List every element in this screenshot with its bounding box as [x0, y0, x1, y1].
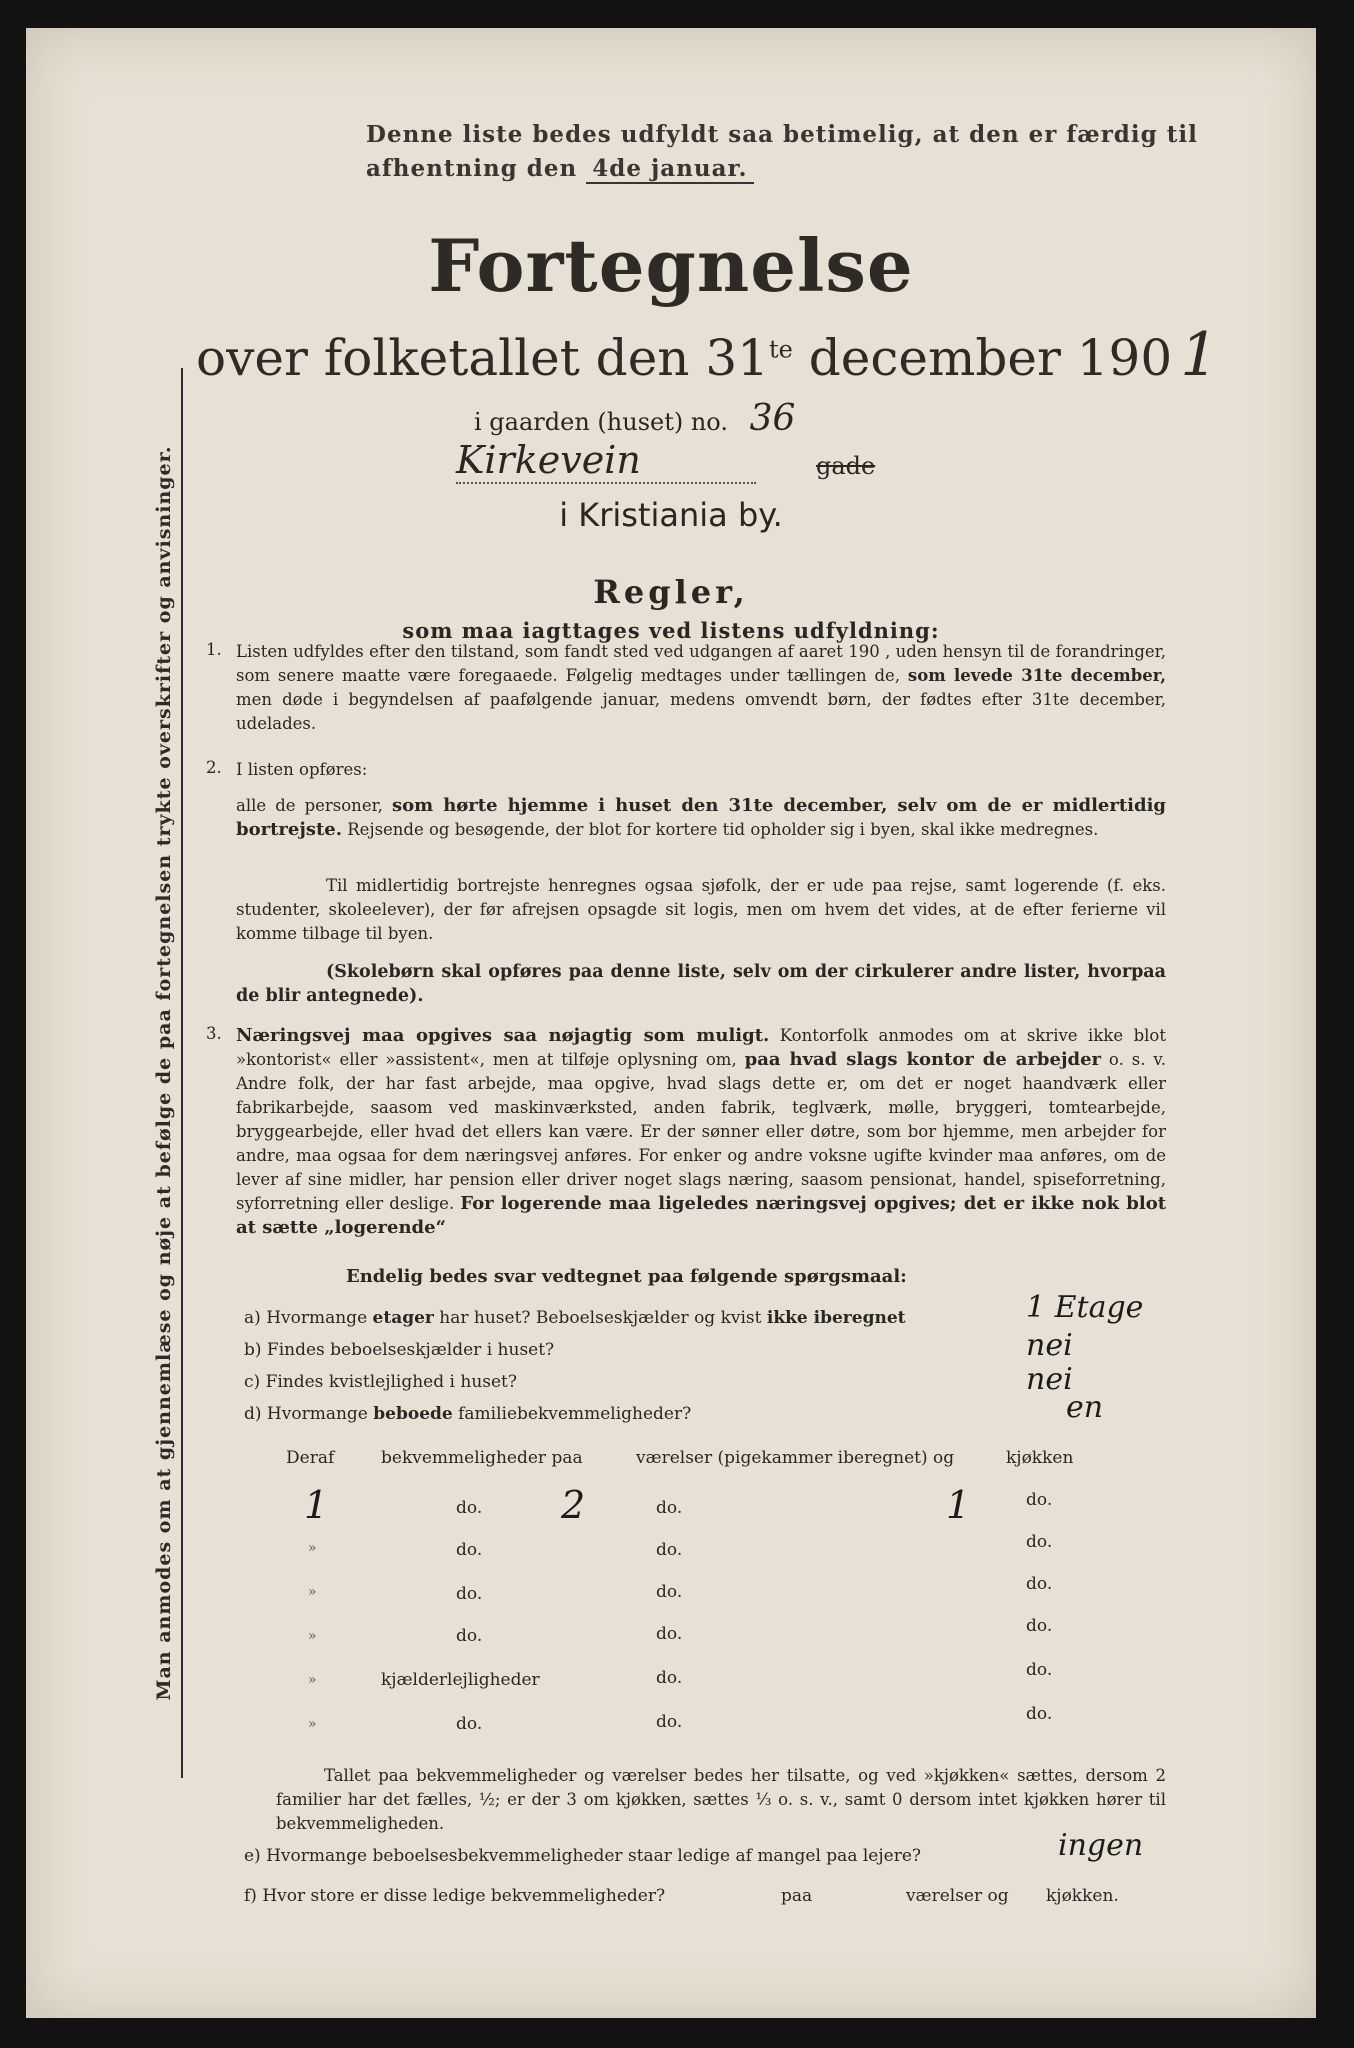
answer-a: 1 Etage: [1026, 1290, 1144, 1325]
question-d-letter: d): [244, 1404, 262, 1424]
rule-1-text: [236, 640, 1166, 736]
question-c-text: Findes kvistlejlighed i huset?: [265, 1372, 518, 1392]
house-number-value: 36: [749, 398, 796, 439]
rule-3-text: [236, 1024, 1166, 1240]
rule-2-paragraph-2: Til midlertidig bortrejste henregnes ogsaa sjøfolk, der er ude paa rejse, samt logerende (f. eks. studenter, skoleelever), der før afrejsen opsagde sit logis, men om hvem det vides, at de efter ferierne vil komme tilbage til byen.: [236, 876, 1166, 943]
row5-kjaelder: kjælderlejligheder: [381, 1670, 540, 1690]
row2-bullet: »: [308, 1540, 317, 1556]
question-f-text: Hvor store er disse ledige bekvemmeligheder?: [262, 1886, 666, 1906]
row6-do-2: do.: [656, 1712, 683, 1732]
rule-1-part-a: Listen udfyldes efter den tilstand, som fandt sted ved udgangen af aaret 190 , uden hensyn til de forandringer, som senere maatte være foregaaede. Følgelig medtages under tællingen de,: [236, 642, 1166, 685]
question-e: [244, 1846, 921, 1866]
street-suffix: gade: [816, 452, 876, 480]
table-header-vaerelser: værelser (pigekammer iberegnet) og: [636, 1448, 955, 1468]
row4-do-2: do.: [656, 1624, 683, 1644]
answer-d: en: [1066, 1390, 1104, 1425]
row5-bullet: »: [308, 1672, 317, 1688]
question-a-bold2: ikke iberegnet: [766, 1308, 906, 1328]
question-e-letter: e): [244, 1846, 261, 1866]
row1-count: 1: [304, 1483, 329, 1527]
rule-3-part-d: o. s. v. Andre folk, der har fast arbejde, maa opgive, hvad slags dette er, om det er noget haandværk eller fabrikarbejde, saasom ved maskinværksted, anden fabrik, teglværk, mølle, bryggeri, tomtearbejde, bryggearbejde, eller hvad det ellers kan være. Er der sønner eller døtre, som bor hjemme, men arbejder for andre, maa ogsaa for dem næringsvej anføres. For enker og andre voksne ugifte kvinder maa anføres, om de lever af sine midler, har pension eller driver noget slags næring, saasom pensionat, handel, spiseforretning, syforretning eller deslige.: [236, 1050, 1166, 1213]
row5-do-3: do.: [1026, 1660, 1053, 1680]
row2-do-3: do.: [1026, 1532, 1053, 1552]
subtitle-sup: te: [769, 335, 793, 364]
rule-2-heading: I listen opføres:: [236, 760, 368, 779]
pickup-notice: [366, 118, 1198, 186]
answer-e: ingen: [1058, 1828, 1144, 1863]
row3-do-3: do.: [1026, 1574, 1053, 1594]
notice-line-1: Denne liste bedes udfyldt saa betimelig, at den er færdig til: [366, 121, 1198, 148]
question-f-kjokken: kjøkken.: [1046, 1886, 1119, 1906]
rules-heading: Regler,: [593, 573, 749, 611]
subtitle-text: over folketallet den 31: [196, 329, 769, 387]
rule-2-part-a: alle de personer,: [236, 796, 392, 815]
rule-3-part-c: paa hvad slags kontor de arbejder: [744, 1049, 1102, 1070]
question-a-pre: Hvormange: [266, 1308, 373, 1328]
question-d-pre: Hvormange: [266, 1404, 374, 1424]
question-f-letter: f): [244, 1886, 257, 1906]
rule-3-part-a: Næringsvej maa opgives saa nøjagtig som muligt.: [236, 1025, 770, 1046]
rule-2-paragraph-3: (Skolebørn skal opføres paa denne liste, selv om der cirkulerer andre lister, hvorpaa de blir antegnede).: [236, 962, 1166, 1006]
row1-do-1: do.: [456, 1498, 483, 1518]
street-name-handwritten: Kirkevein: [456, 438, 756, 484]
row3-do-2: do.: [656, 1582, 683, 1602]
row6-do-1: do.: [456, 1714, 483, 1734]
notice-prefix: afhentning den: [366, 155, 578, 182]
rule-2-number: 2.: [206, 758, 222, 777]
row4-do-3: do.: [1026, 1616, 1053, 1636]
table-header-kjokken: kjøkken: [1006, 1448, 1074, 1468]
rule-2-text: [236, 794, 1166, 842]
page-title: Fortegnelse: [428, 223, 914, 308]
pickup-date: 4de januar.: [586, 155, 753, 184]
table-header-deraf: Deraf: [286, 1448, 335, 1468]
row1-rooms: 2: [561, 1483, 586, 1527]
question-d-bold: beboede: [373, 1404, 453, 1424]
rule-1-part-b: som levede 31te december,: [907, 666, 1166, 685]
row2-do-2: do.: [656, 1540, 683, 1560]
row6-bullet: »: [308, 1716, 317, 1732]
tallet-note: Tallet paa bekvemmeligheder og værelser bedes her tilsatte, og ved »kjøkken« sættes, dersom 2 familier har det fælles, ½; er der 3 om kjøkken, sættes ⅓ o. s. v., samt 0 dersom intet kjøkken hører til bekvemmeligheden.: [276, 1766, 1166, 1833]
row1-do-2: do.: [656, 1498, 683, 1518]
rule-1-part-c: men døde i begyndelsen af paafølgende januar, medens omvendt børn, der fødtes efter 31te december, udelades.: [236, 690, 1166, 733]
handwritten-year: 1: [1180, 320, 1219, 390]
question-f-vaerelser: værelser og: [906, 1886, 1009, 1906]
question-b-text: Findes beboelseskjælder i huset?: [266, 1340, 555, 1360]
table-header-bekv: bekvemmeligheder paa: [381, 1448, 583, 1468]
row2-do-1: do.: [456, 1540, 483, 1560]
subtitle-text-2: december 190: [792, 329, 1173, 387]
side-instruction: Man anmodes om at gjennemlæse og nøje at befølge de paa fortegnelsen trykte overskrifter og anvisninger.: [153, 445, 175, 1701]
city-line: i Kristiania by.: [559, 496, 783, 534]
rule-3-part-b: Kontorfolk anmodes om at skrive ikke blot »kontorist« eller »assistent«, men at tilføje oplysning om,: [236, 1026, 1166, 1069]
question-a-post: har huset? Beboelseskjælder og kvist: [433, 1308, 767, 1328]
rule-2-part-c: Rejsende og besøgende, der blot for kortere tid opholder sig i byen, skal ikke medregnes.: [342, 820, 1099, 839]
question-f-paa: paa: [781, 1886, 813, 1906]
row6-do-3: do.: [1026, 1704, 1053, 1724]
row3-bullet: »: [308, 1584, 317, 1600]
questions-intro: Endelig bedes svar vedtegnet paa følgende spørgsmaal:: [346, 1266, 907, 1287]
house-number-label: i gaarden (huset) no.: [474, 408, 728, 436]
question-e-text: Hvormange beboelsesbekvemmeligheder staar ledige af mangel paa lejere?: [266, 1846, 921, 1866]
row4-bullet: »: [308, 1628, 317, 1644]
rule-2-part-b: som hørte hjemme i huset den 31te december, selv om de er midlertidig bortrejste.: [236, 795, 1167, 840]
question-f: [244, 1886, 665, 1906]
rule-3-part-e: For logerende maa ligeledes næringsvej opgives; det er ikke nok blot at sætte „logerende“: [236, 1193, 1167, 1238]
question-a: [244, 1308, 906, 1328]
question-d: [244, 1404, 691, 1424]
question-b-letter: b): [244, 1340, 262, 1360]
answer-c: nei: [1026, 1362, 1073, 1397]
question-a-letter: a): [244, 1308, 261, 1328]
census-form-sheet: [26, 28, 1316, 2018]
row5-do-2: do.: [656, 1668, 683, 1688]
subtitle: [196, 320, 1218, 390]
row4-do-1: do.: [456, 1626, 483, 1646]
question-a-bold: etager: [372, 1308, 434, 1328]
row3-do-1: do.: [456, 1584, 483, 1604]
rules-subheading: som maa iagttages ved listens udfyldning:: [402, 618, 940, 643]
rule-1-number: 1.: [206, 640, 222, 659]
question-b: [244, 1340, 554, 1360]
row1-do-3: do.: [1026, 1490, 1053, 1510]
question-c: [244, 1372, 517, 1392]
notice-line-2: [366, 152, 1198, 186]
row1-kitchen: 1: [946, 1483, 971, 1527]
rule-3-number: 3.: [206, 1024, 222, 1043]
question-d-post: familiebekvemmeligheder?: [452, 1404, 692, 1424]
house-number-line: [474, 398, 795, 439]
answer-b: nei: [1026, 1328, 1073, 1363]
question-c-letter: c): [244, 1372, 261, 1392]
